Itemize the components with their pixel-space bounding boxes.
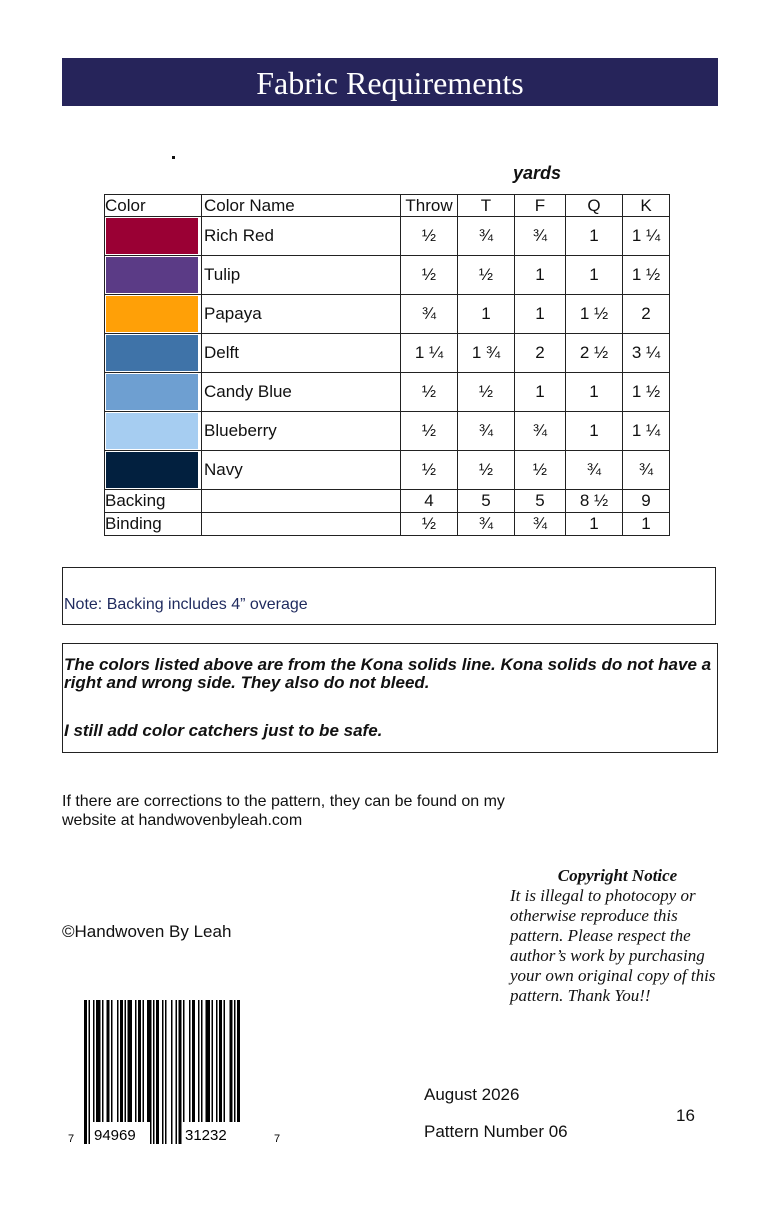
yardage-cell: 1 [515,256,566,295]
yardage-cell: 1 ½ [623,256,670,295]
yardage-cell: 4 [401,490,458,513]
yardage-cell: ¾ [623,451,670,490]
color-swatch-cell [105,373,202,412]
corrections-text: If there are corrections to the pattern, they can be found on my website at handwovenbyleah.com [62,793,505,829]
header-k: K [623,195,670,217]
header-f: F [515,195,566,217]
barcode-bar [171,1000,173,1144]
barcode-bar [179,1000,182,1144]
color-name-cell: Rich Red [202,217,401,256]
color-swatch [106,218,198,254]
yardage-cell: 2 [515,334,566,373]
yardage-cell: 1 [515,373,566,412]
yardage-cell: 2 ½ [566,334,623,373]
barcode-bar [162,1000,164,1144]
yardage-cell: ½ [458,256,515,295]
table-row [105,412,670,451]
yardage-cell: 5 [515,490,566,513]
stray-dot [172,156,175,159]
yardage-cell: 1 ¼ [401,334,458,373]
color-swatch-cell [105,412,202,451]
barcode [62,1000,292,1150]
page-number: 16 [676,1106,695,1125]
yardage-cell: 1 [566,256,623,295]
pattern-number: Pattern Number 06 [424,1122,568,1141]
yardage-cell: 1 [566,217,623,256]
yardage-cell: ½ [401,373,458,412]
units-label: yards [513,163,562,183]
kona-paragraph-1: The colors listed above are from the Kona solids line. Kona solids do not have a right and wrong side. They also do not bleed. [64,655,712,692]
yardage-cell: 1 ½ [566,295,623,334]
barcode-group-2: 31232 [185,1127,227,1144]
color-swatch-cell [105,451,202,490]
barcode-bar [89,1000,91,1144]
yardage-cell: 3 ¼ [623,334,670,373]
yardage-cell: 1 [566,373,623,412]
yardage-cell: ½ [458,373,515,412]
yardage-cell: 1 [566,412,623,451]
table-row [105,217,670,256]
color-name-cell: Tulip [202,256,401,295]
yardage-cell: ¾ [401,295,458,334]
color-swatch-cell [105,295,202,334]
yardage-cell: 8 ½ [566,490,623,513]
barcode-bar [84,1000,87,1144]
color-name-cell: Navy [202,451,401,490]
yardage-cell: ¾ [458,513,515,536]
yardage-cell: ¾ [515,217,566,256]
backing-note: Note: Backing includes 4” overage [64,596,308,613]
page-title: Fabric Requirements [62,58,718,106]
color-swatch-cell [105,256,202,295]
color-swatch [106,296,198,332]
header-q: Q [566,195,623,217]
empty-cell [202,490,401,513]
color-swatch-cell [105,217,202,256]
yardage-cell: ½ [401,256,458,295]
table-header-row [105,195,670,217]
pattern-date: August 2026 [424,1085,520,1104]
copyright-notice [510,866,725,1006]
yardage-cell: 1 ¼ [623,217,670,256]
table-row [105,490,670,513]
yardage-cell: ½ [401,217,458,256]
copyright-notice-title: Copyright Notice [557,866,678,885]
yardage-cell: 9 [623,490,670,513]
table-row [105,373,670,412]
table-row [105,513,670,536]
kona-paragraph-2: I still add color catchers just to be safe. [64,721,383,740]
yardage-cell: ¾ [515,513,566,536]
color-name-cell: Blueberry [202,412,401,451]
yardage-cell: 1 [515,295,566,334]
yardage-cell: 2 [623,295,670,334]
kona-info-box [62,643,718,753]
color-swatch [106,413,198,449]
barcode-bar [176,1000,178,1144]
fabric-requirements-table [104,194,670,536]
empty-cell [202,513,401,536]
yardage-cell: ½ [401,451,458,490]
color-swatch [106,257,198,293]
copyright-notice-body: It is illegal to photocopy or otherwise reproduce this pattern. Please respect the author’s work by purchasing your own original copy of this pattern. Thank You!! [510,886,716,1005]
yardage-cell: ½ [401,412,458,451]
copyright-line: ©Handwoven By Leah [62,922,232,941]
yardage-cell: 1 [458,295,515,334]
yardage-cell: ½ [515,451,566,490]
extra-row-label: Backing [105,490,202,513]
yardage-cell: 1 ½ [623,373,670,412]
note-box [62,567,716,625]
yardage-cell: ¾ [458,217,515,256]
color-swatch [106,452,198,488]
barcode-right-digit: 7 [274,1133,281,1145]
barcode-left-digit: 7 [68,1133,75,1145]
color-swatch [106,335,198,371]
header-color-name: Color Name [202,195,401,217]
table-row [105,295,670,334]
yardage-cell: 1 ¾ [458,334,515,373]
table-row [105,334,670,373]
yardage-cell: ½ [401,513,458,536]
barcode-group-1: 94969 [94,1127,136,1144]
color-swatch-cell [105,334,202,373]
barcode-bar [165,1000,167,1144]
yardage-cell: ¾ [458,412,515,451]
color-name-cell: Papaya [202,295,401,334]
table-row [105,451,670,490]
yardage-cell: 1 [623,513,670,536]
table-row [105,256,670,295]
barcode-bar [156,1000,159,1144]
yardage-cell: ¾ [515,412,566,451]
barcode-bar [153,1000,155,1144]
extra-row-label: Binding [105,513,202,536]
header-t: T [458,195,515,217]
yardage-cell: ¾ [566,451,623,490]
yardage-cell: 1 ¼ [623,412,670,451]
color-name-cell: Candy Blue [202,373,401,412]
header-color: Color [105,195,202,217]
yardage-cell: 5 [458,490,515,513]
color-name-cell: Delft [202,334,401,373]
yardage-cell: ½ [458,451,515,490]
yardage-cell: 1 [566,513,623,536]
header-throw: Throw [401,195,458,217]
color-swatch [106,374,198,410]
